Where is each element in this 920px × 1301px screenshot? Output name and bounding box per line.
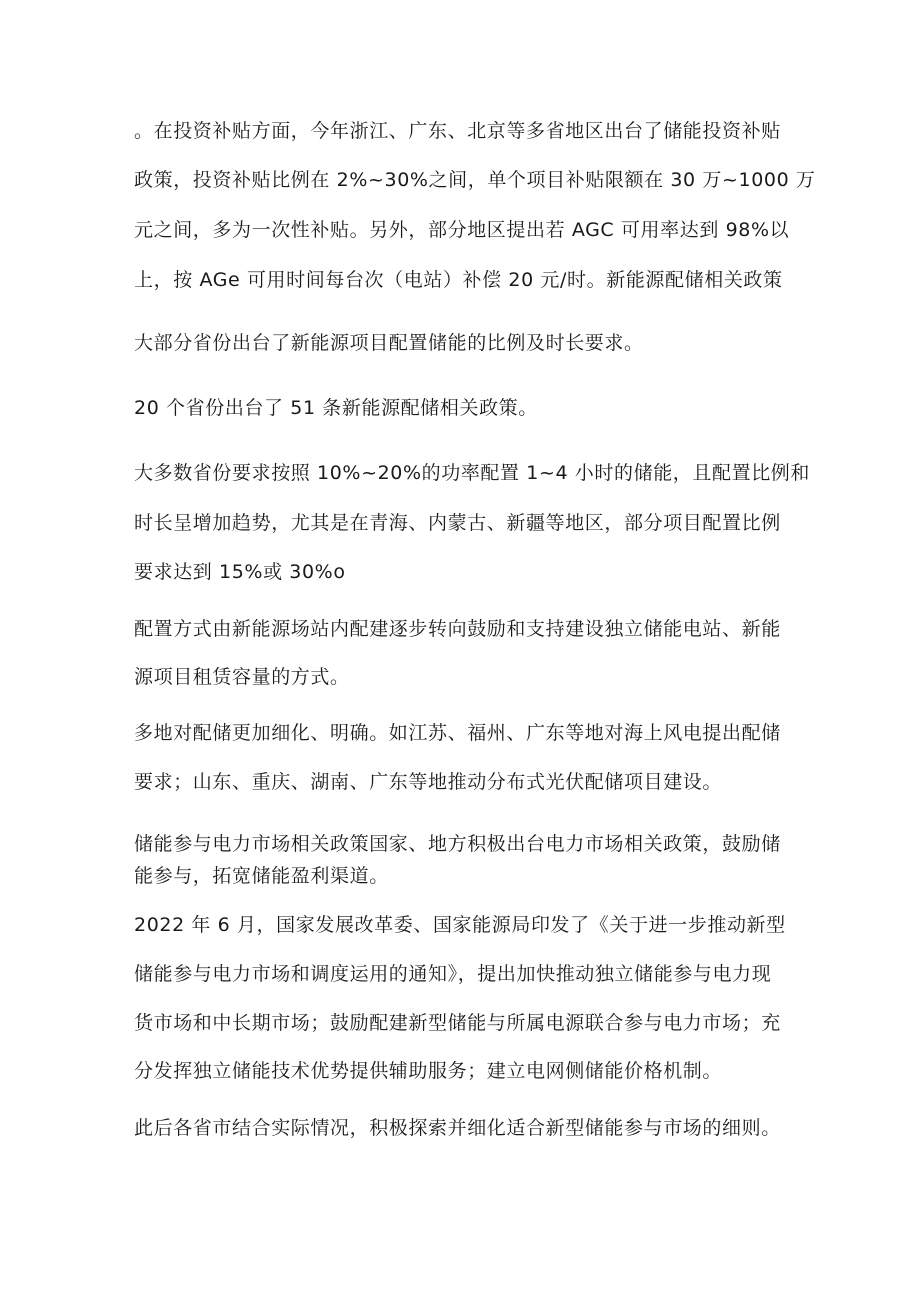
text-line: 大部分省份出台了新能源项目配置储能的比例及时长要求。 — [134, 332, 644, 354]
text-line: 政策，投资补贴比例在 2%~30%之间，单个项目补贴限额在 30 万~1000 万 — [134, 169, 816, 191]
text-line: 元之间，多为一次性补贴。另外，部分地区提出若 AGC 可用率达到 98%以 — [134, 219, 790, 241]
text-line: 配置方式由新能源场站内配建逐步转向鼓励和支持建设独立储能电站、新能 — [134, 618, 781, 640]
text-line: 2022 年 6 月，国家发展改革委、国家能源局印发了《关于进一步推动新型 — [134, 914, 786, 936]
text-line: 货市场和中长期市场；鼓励配建新型储能与所属电源联合参与电力市场；充 — [134, 1012, 781, 1034]
text-line: 要求达到 15%或 30%o — [134, 561, 346, 583]
text-line: 20 个省份出台了 51 条新能源配储相关政策。 — [134, 397, 538, 419]
text-line: 要求；山东、重庆、湖南、广东等地推动分布式光伏配储项目建设。 — [134, 771, 723, 793]
text-line: 此后各省市结合实际情况，积极探索并细化适合新型储能参与市场的细则。 — [134, 1117, 781, 1139]
text-line: 储能参与电力市场相关政策国家、地方积极出台电力市场相关政策，鼓励储 — [134, 833, 781, 855]
text-line: 大多数省份要求按照 10%~20%的功率配置 1~4 小时的储能，且配置比例和 — [134, 462, 810, 484]
text-line: 源项目租赁容量的方式。 — [134, 666, 350, 688]
text-line: 时长呈增加趋势，尤其是在青海、内蒙古、新疆等地区，部分项目配置比例 — [134, 512, 781, 534]
text-line: 分发挥独立储能技术优势提供辅助服务；建立电网侧储能价格机制。 — [134, 1060, 723, 1082]
text-line: 储能参与电力市场和调度运用的通知》，提出加快推动独立储能参与电力现 — [134, 963, 772, 985]
text-line: 能参与，拓宽储能盈利渠道。 — [134, 865, 389, 887]
text-line: 多地对配储更加细化、明确。如江苏、福州、广东等地对海上风电提出配储 — [134, 722, 781, 744]
text-line: 上，按 AGe 可用时间每台次（电站）补偿 20 元/时。新能源配储相关政策 — [134, 269, 783, 291]
text-line: 。在投资补贴方面，今年浙江、广东、北京等多省地区出台了储能投资补贴 — [134, 120, 781, 142]
